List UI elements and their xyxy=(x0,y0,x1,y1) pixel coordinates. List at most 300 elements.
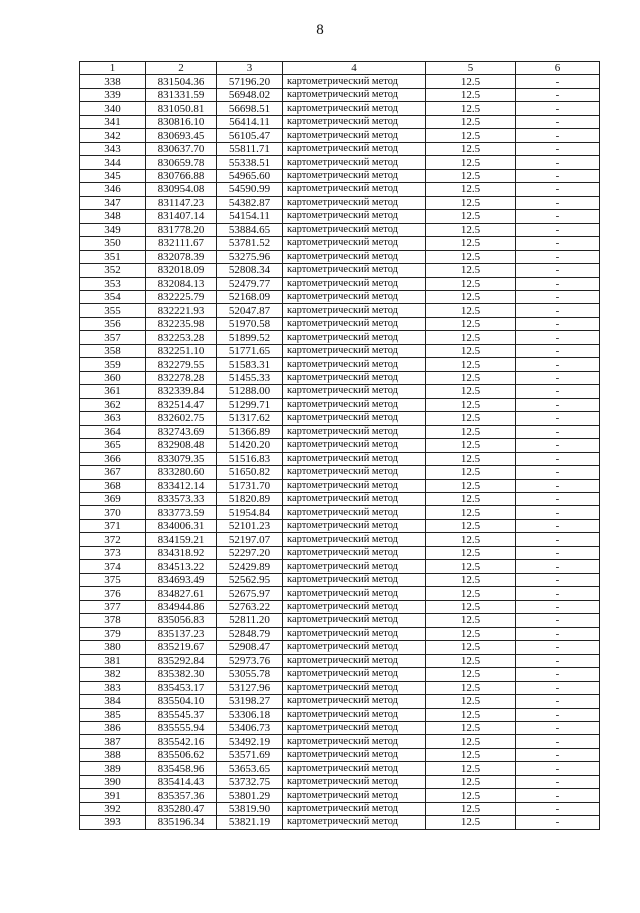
table-row xyxy=(80,425,600,438)
accuracy-cell: 12.5 xyxy=(426,129,516,142)
note-cell: - xyxy=(516,439,600,452)
note-cell: - xyxy=(516,317,600,330)
method-cell: картометрический метод xyxy=(283,614,426,627)
table-row xyxy=(80,371,600,384)
method-cell: картометрический метод xyxy=(283,156,426,169)
accuracy-cell: 12.5 xyxy=(426,169,516,182)
point-number-cell: 351 xyxy=(80,250,146,263)
x-coordinate-cell: 830954.08 xyxy=(146,183,217,196)
point-number-cell: 383 xyxy=(80,681,146,694)
accuracy-cell: 12.5 xyxy=(426,102,516,115)
x-coordinate-cell: 835453.17 xyxy=(146,681,217,694)
accuracy-cell: 12.5 xyxy=(426,573,516,586)
table-row xyxy=(80,88,600,101)
accuracy-cell: 12.5 xyxy=(426,183,516,196)
header-cell: 6 xyxy=(516,62,600,75)
note-cell: - xyxy=(516,250,600,263)
table-row xyxy=(80,560,600,573)
accuracy-cell: 12.5 xyxy=(426,142,516,155)
method-cell: картометрический метод xyxy=(283,479,426,492)
point-number-cell: 382 xyxy=(80,668,146,681)
note-cell: - xyxy=(516,358,600,371)
method-cell: картометрический метод xyxy=(283,223,426,236)
accuracy-cell: 12.5 xyxy=(426,506,516,519)
note-cell: - xyxy=(516,546,600,559)
y-coordinate-cell: 55811.71 xyxy=(217,142,283,155)
note-cell: - xyxy=(516,385,600,398)
point-number-cell: 359 xyxy=(80,358,146,371)
note-cell: - xyxy=(516,681,600,694)
x-coordinate-cell: 831778.20 xyxy=(146,223,217,236)
y-coordinate-cell: 52101.23 xyxy=(217,519,283,532)
point-number-cell: 363 xyxy=(80,412,146,425)
y-coordinate-cell: 53781.52 xyxy=(217,237,283,250)
y-coordinate-cell: 53406.73 xyxy=(217,721,283,734)
y-coordinate-cell: 53571.69 xyxy=(217,748,283,761)
x-coordinate-cell: 830816.10 xyxy=(146,115,217,128)
y-coordinate-cell: 54382.87 xyxy=(217,196,283,209)
x-coordinate-cell: 832743.69 xyxy=(146,425,217,438)
table-row xyxy=(80,573,600,586)
point-number-cell: 360 xyxy=(80,371,146,384)
method-cell: картометрический метод xyxy=(283,748,426,761)
table-row xyxy=(80,533,600,546)
point-number-cell: 339 xyxy=(80,88,146,101)
x-coordinate-cell: 833412.14 xyxy=(146,479,217,492)
accuracy-cell: 12.5 xyxy=(426,317,516,330)
method-cell: картометрический метод xyxy=(283,75,426,88)
accuracy-cell: 12.5 xyxy=(426,627,516,640)
header-cell: 1 xyxy=(80,62,146,75)
method-cell: картометрический метод xyxy=(283,290,426,303)
accuracy-cell: 12.5 xyxy=(426,479,516,492)
point-number-cell: 365 xyxy=(80,439,146,452)
table-row xyxy=(80,721,600,734)
y-coordinate-cell: 51420.20 xyxy=(217,439,283,452)
note-cell: - xyxy=(516,721,600,734)
y-coordinate-cell: 51583.31 xyxy=(217,358,283,371)
point-number-cell: 371 xyxy=(80,519,146,532)
x-coordinate-cell: 832279.55 xyxy=(146,358,217,371)
accuracy-cell: 12.5 xyxy=(426,668,516,681)
point-number-cell: 389 xyxy=(80,762,146,775)
y-coordinate-cell: 51455.33 xyxy=(217,371,283,384)
point-number-cell: 345 xyxy=(80,169,146,182)
method-cell: картометрический метод xyxy=(283,493,426,506)
note-cell: - xyxy=(516,156,600,169)
point-number-cell: 356 xyxy=(80,317,146,330)
accuracy-cell: 12.5 xyxy=(426,600,516,613)
x-coordinate-cell: 830693.45 xyxy=(146,129,217,142)
y-coordinate-cell: 52047.87 xyxy=(217,304,283,317)
accuracy-cell: 12.5 xyxy=(426,654,516,667)
x-coordinate-cell: 834159.21 xyxy=(146,533,217,546)
accuracy-cell: 12.5 xyxy=(426,614,516,627)
point-number-cell: 353 xyxy=(80,277,146,290)
accuracy-cell: 12.5 xyxy=(426,358,516,371)
point-number-cell: 347 xyxy=(80,196,146,209)
header-cell: 5 xyxy=(426,62,516,75)
accuracy-cell: 12.5 xyxy=(426,466,516,479)
y-coordinate-cell: 52973.76 xyxy=(217,654,283,667)
note-cell: - xyxy=(516,102,600,115)
method-cell: картометрический метод xyxy=(283,129,426,142)
table-row xyxy=(80,748,600,761)
x-coordinate-cell: 832602.75 xyxy=(146,412,217,425)
note-cell: - xyxy=(516,600,600,613)
table-row xyxy=(80,627,600,640)
note-cell: - xyxy=(516,695,600,708)
method-cell: картометрический метод xyxy=(283,681,426,694)
x-coordinate-cell: 835292.84 xyxy=(146,654,217,667)
x-coordinate-cell: 832084.13 xyxy=(146,277,217,290)
y-coordinate-cell: 51731.70 xyxy=(217,479,283,492)
point-number-cell: 361 xyxy=(80,385,146,398)
table-row xyxy=(80,304,600,317)
table-row xyxy=(80,641,600,654)
table-row xyxy=(80,816,600,829)
point-number-cell: 355 xyxy=(80,304,146,317)
method-cell: картометрический метод xyxy=(283,533,426,546)
y-coordinate-cell: 53198.27 xyxy=(217,695,283,708)
method-cell: картометрический метод xyxy=(283,452,426,465)
point-number-cell: 344 xyxy=(80,156,146,169)
x-coordinate-cell: 835458.96 xyxy=(146,762,217,775)
note-cell: - xyxy=(516,573,600,586)
header-cell: 2 xyxy=(146,62,217,75)
method-cell: картометрический метод xyxy=(283,398,426,411)
accuracy-cell: 12.5 xyxy=(426,196,516,209)
accuracy-cell: 12.5 xyxy=(426,775,516,788)
y-coordinate-cell: 51954.84 xyxy=(217,506,283,519)
note-cell: - xyxy=(516,533,600,546)
method-cell: картометрический метод xyxy=(283,196,426,209)
point-number-cell: 372 xyxy=(80,533,146,546)
accuracy-cell: 12.5 xyxy=(426,425,516,438)
note-cell: - xyxy=(516,169,600,182)
method-cell: картометрический метод xyxy=(283,264,426,277)
point-number-cell: 358 xyxy=(80,344,146,357)
table-row xyxy=(80,439,600,452)
point-number-cell: 352 xyxy=(80,264,146,277)
x-coordinate-cell: 831331.59 xyxy=(146,88,217,101)
table-row xyxy=(80,331,600,344)
point-number-cell: 368 xyxy=(80,479,146,492)
note-cell: - xyxy=(516,277,600,290)
note-cell: - xyxy=(516,115,600,128)
x-coordinate-cell: 833079.35 xyxy=(146,452,217,465)
method-cell: картометрический метод xyxy=(283,317,426,330)
point-number-cell: 388 xyxy=(80,748,146,761)
accuracy-cell: 12.5 xyxy=(426,748,516,761)
method-cell: картометрический метод xyxy=(283,331,426,344)
note-cell: - xyxy=(516,142,600,155)
accuracy-cell: 12.5 xyxy=(426,88,516,101)
x-coordinate-cell: 834006.31 xyxy=(146,519,217,532)
y-coordinate-cell: 52675.97 xyxy=(217,587,283,600)
x-coordinate-cell: 831147.23 xyxy=(146,196,217,209)
y-coordinate-cell: 55338.51 xyxy=(217,156,283,169)
point-number-cell: 375 xyxy=(80,573,146,586)
x-coordinate-cell: 834693.49 xyxy=(146,573,217,586)
x-coordinate-cell: 834944.86 xyxy=(146,600,217,613)
method-cell: картометрический метод xyxy=(283,735,426,748)
note-cell: - xyxy=(516,466,600,479)
x-coordinate-cell: 835280.47 xyxy=(146,802,217,815)
note-cell: - xyxy=(516,223,600,236)
y-coordinate-cell: 53275.96 xyxy=(217,250,283,263)
table-body xyxy=(80,62,600,830)
x-coordinate-cell: 831504.36 xyxy=(146,75,217,88)
y-coordinate-cell: 51288.00 xyxy=(217,385,283,398)
table-row xyxy=(80,695,600,708)
accuracy-cell: 12.5 xyxy=(426,304,516,317)
y-coordinate-cell: 53306.18 xyxy=(217,708,283,721)
table-row xyxy=(80,479,600,492)
note-cell: - xyxy=(516,560,600,573)
method-cell: картометрический метод xyxy=(283,412,426,425)
y-coordinate-cell: 52479.77 xyxy=(217,277,283,290)
point-number-cell: 346 xyxy=(80,183,146,196)
accuracy-cell: 12.5 xyxy=(426,371,516,384)
point-number-cell: 392 xyxy=(80,802,146,815)
accuracy-cell: 12.5 xyxy=(426,344,516,357)
accuracy-cell: 12.5 xyxy=(426,250,516,263)
table-row xyxy=(80,600,600,613)
note-cell: - xyxy=(516,304,600,317)
note-cell: - xyxy=(516,506,600,519)
point-number-cell: 340 xyxy=(80,102,146,115)
method-cell: картометрический метод xyxy=(283,641,426,654)
note-cell: - xyxy=(516,264,600,277)
method-cell: картометрический метод xyxy=(283,169,426,182)
note-cell: - xyxy=(516,88,600,101)
y-coordinate-cell: 54965.60 xyxy=(217,169,283,182)
method-cell: картометрический метод xyxy=(283,816,426,829)
accuracy-cell: 12.5 xyxy=(426,695,516,708)
x-coordinate-cell: 832908.48 xyxy=(146,439,217,452)
y-coordinate-cell: 51771.65 xyxy=(217,344,283,357)
y-coordinate-cell: 51299.71 xyxy=(217,398,283,411)
accuracy-cell: 12.5 xyxy=(426,398,516,411)
y-coordinate-cell: 52168.09 xyxy=(217,290,283,303)
table-row xyxy=(80,681,600,694)
accuracy-cell: 12.5 xyxy=(426,560,516,573)
y-coordinate-cell: 53732.75 xyxy=(217,775,283,788)
x-coordinate-cell: 835382.30 xyxy=(146,668,217,681)
table-header-row xyxy=(80,62,600,75)
note-cell: - xyxy=(516,802,600,815)
method-cell: картометрический метод xyxy=(283,762,426,775)
table-row xyxy=(80,614,600,627)
table-row xyxy=(80,546,600,559)
method-cell: картометрический метод xyxy=(283,277,426,290)
point-number-cell: 348 xyxy=(80,210,146,223)
note-cell: - xyxy=(516,708,600,721)
method-cell: картометрический метод xyxy=(283,115,426,128)
accuracy-cell: 12.5 xyxy=(426,681,516,694)
x-coordinate-cell: 833280.60 xyxy=(146,466,217,479)
table-row xyxy=(80,654,600,667)
note-cell: - xyxy=(516,775,600,788)
x-coordinate-cell: 835196.34 xyxy=(146,816,217,829)
method-cell: картометрический метод xyxy=(283,250,426,263)
point-number-cell: 386 xyxy=(80,721,146,734)
accuracy-cell: 12.5 xyxy=(426,519,516,532)
accuracy-cell: 12.5 xyxy=(426,385,516,398)
method-cell: картометрический метод xyxy=(283,371,426,384)
note-cell: - xyxy=(516,627,600,640)
y-coordinate-cell: 52811.20 xyxy=(217,614,283,627)
point-number-cell: 385 xyxy=(80,708,146,721)
point-number-cell: 364 xyxy=(80,425,146,438)
table-row xyxy=(80,506,600,519)
method-cell: картометрический метод xyxy=(283,560,426,573)
y-coordinate-cell: 53821.19 xyxy=(217,816,283,829)
x-coordinate-cell: 835504.10 xyxy=(146,695,217,708)
point-number-cell: 370 xyxy=(80,506,146,519)
note-cell: - xyxy=(516,762,600,775)
table-row xyxy=(80,264,600,277)
note-cell: - xyxy=(516,210,600,223)
table-row xyxy=(80,762,600,775)
accuracy-cell: 12.5 xyxy=(426,264,516,277)
accuracy-cell: 12.5 xyxy=(426,452,516,465)
note-cell: - xyxy=(516,735,600,748)
y-coordinate-cell: 53127.96 xyxy=(217,681,283,694)
point-number-cell: 391 xyxy=(80,789,146,802)
accuracy-cell: 12.5 xyxy=(426,412,516,425)
method-cell: картометрический метод xyxy=(283,183,426,196)
table-row xyxy=(80,142,600,155)
table-row xyxy=(80,129,600,142)
x-coordinate-cell: 835137.23 xyxy=(146,627,217,640)
table-row xyxy=(80,183,600,196)
method-cell: картометрический метод xyxy=(283,721,426,734)
table-row xyxy=(80,735,600,748)
y-coordinate-cell: 51820.89 xyxy=(217,493,283,506)
method-cell: картометрический метод xyxy=(283,627,426,640)
table-row xyxy=(80,75,600,88)
point-number-cell: 376 xyxy=(80,587,146,600)
note-cell: - xyxy=(516,412,600,425)
accuracy-cell: 12.5 xyxy=(426,156,516,169)
note-cell: - xyxy=(516,183,600,196)
y-coordinate-cell: 56105.47 xyxy=(217,129,283,142)
point-number-cell: 349 xyxy=(80,223,146,236)
note-cell: - xyxy=(516,425,600,438)
x-coordinate-cell: 832078.39 xyxy=(146,250,217,263)
table-row xyxy=(80,115,600,128)
table-row xyxy=(80,156,600,169)
note-cell: - xyxy=(516,654,600,667)
table-row xyxy=(80,210,600,223)
y-coordinate-cell: 57196.20 xyxy=(217,75,283,88)
accuracy-cell: 12.5 xyxy=(426,735,516,748)
x-coordinate-cell: 832235.98 xyxy=(146,317,217,330)
note-cell: - xyxy=(516,587,600,600)
y-coordinate-cell: 53884.65 xyxy=(217,223,283,236)
accuracy-cell: 12.5 xyxy=(426,802,516,815)
x-coordinate-cell: 835545.37 xyxy=(146,708,217,721)
table-row xyxy=(80,344,600,357)
note-cell: - xyxy=(516,493,600,506)
x-coordinate-cell: 835506.62 xyxy=(146,748,217,761)
accuracy-cell: 12.5 xyxy=(426,210,516,223)
x-coordinate-cell: 832018.09 xyxy=(146,264,217,277)
method-cell: картометрический метод xyxy=(283,654,426,667)
point-number-cell: 378 xyxy=(80,614,146,627)
table-row xyxy=(80,587,600,600)
table-row xyxy=(80,789,600,802)
y-coordinate-cell: 51317.62 xyxy=(217,412,283,425)
x-coordinate-cell: 830659.78 xyxy=(146,156,217,169)
note-cell: - xyxy=(516,129,600,142)
x-coordinate-cell: 834318.92 xyxy=(146,546,217,559)
method-cell: картометрический метод xyxy=(283,587,426,600)
accuracy-cell: 12.5 xyxy=(426,237,516,250)
x-coordinate-cell: 830637.70 xyxy=(146,142,217,155)
point-number-cell: 379 xyxy=(80,627,146,640)
y-coordinate-cell: 52908.47 xyxy=(217,641,283,654)
y-coordinate-cell: 52808.34 xyxy=(217,264,283,277)
table-row xyxy=(80,398,600,411)
table-row xyxy=(80,290,600,303)
accuracy-cell: 12.5 xyxy=(426,439,516,452)
y-coordinate-cell: 51899.52 xyxy=(217,331,283,344)
point-number-cell: 338 xyxy=(80,75,146,88)
accuracy-cell: 12.5 xyxy=(426,533,516,546)
accuracy-cell: 12.5 xyxy=(426,789,516,802)
y-coordinate-cell: 53653.65 xyxy=(217,762,283,775)
note-cell: - xyxy=(516,371,600,384)
y-coordinate-cell: 52763.22 xyxy=(217,600,283,613)
method-cell: картометрический метод xyxy=(283,210,426,223)
accuracy-cell: 12.5 xyxy=(426,277,516,290)
method-cell: картометрический метод xyxy=(283,237,426,250)
y-coordinate-cell: 52429.89 xyxy=(217,560,283,573)
table-row xyxy=(80,412,600,425)
point-number-cell: 362 xyxy=(80,398,146,411)
note-cell: - xyxy=(516,331,600,344)
point-number-cell: 381 xyxy=(80,654,146,667)
note-cell: - xyxy=(516,452,600,465)
method-cell: картометрический метод xyxy=(283,775,426,788)
accuracy-cell: 12.5 xyxy=(426,290,516,303)
table-row xyxy=(80,317,600,330)
note-cell: - xyxy=(516,789,600,802)
point-number-cell: 369 xyxy=(80,493,146,506)
y-coordinate-cell: 53819.90 xyxy=(217,802,283,815)
accuracy-cell: 12.5 xyxy=(426,223,516,236)
table-row xyxy=(80,237,600,250)
point-number-cell: 343 xyxy=(80,142,146,155)
x-coordinate-cell: 831407.14 xyxy=(146,210,217,223)
y-coordinate-cell: 53492.19 xyxy=(217,735,283,748)
y-coordinate-cell: 51366.89 xyxy=(217,425,283,438)
coordinates-table xyxy=(79,61,600,830)
y-coordinate-cell: 53801.29 xyxy=(217,789,283,802)
x-coordinate-cell: 835555.94 xyxy=(146,721,217,734)
point-number-cell: 390 xyxy=(80,775,146,788)
x-coordinate-cell: 833773.59 xyxy=(146,506,217,519)
table-row xyxy=(80,519,600,532)
note-cell: - xyxy=(516,344,600,357)
note-cell: - xyxy=(516,237,600,250)
table-row xyxy=(80,452,600,465)
accuracy-cell: 12.5 xyxy=(426,75,516,88)
note-cell: - xyxy=(516,816,600,829)
